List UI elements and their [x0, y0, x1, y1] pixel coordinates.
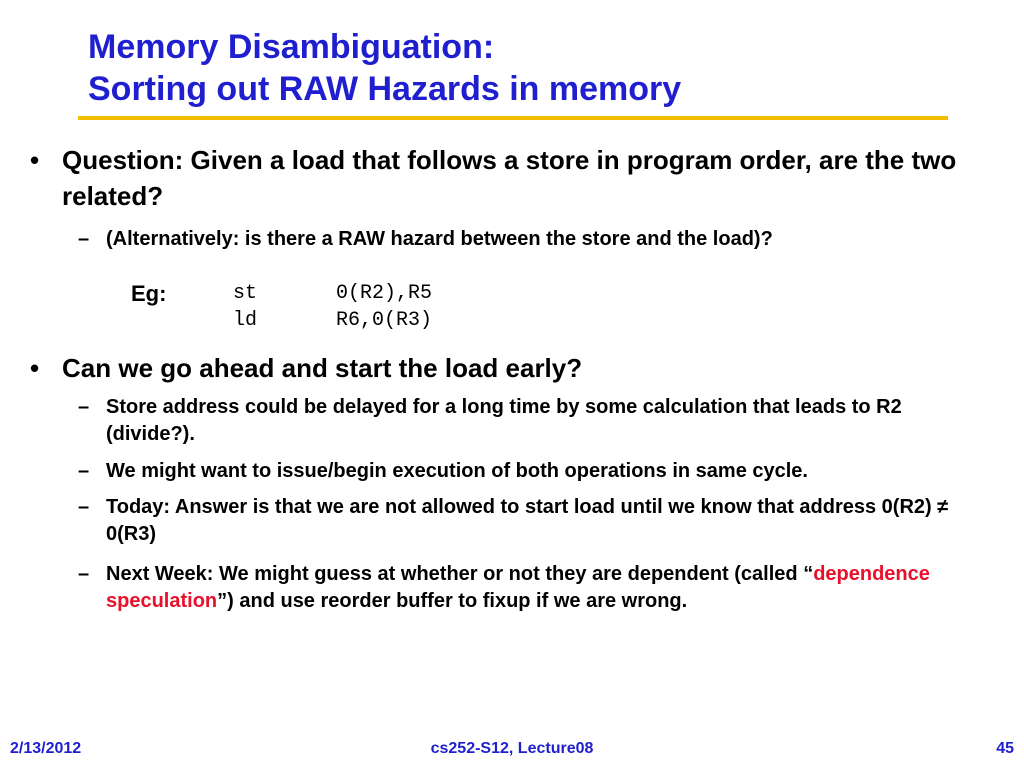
- code-line-1-op: st: [233, 282, 258, 305]
- sub-bullet-text: We might want to issue/begin execution of both operations in same cycle.: [106, 460, 808, 482]
- sub-bullet-marker: –: [78, 396, 90, 418]
- sub-bullet-store-address: [78, 394, 996, 448]
- slide-title: [88, 26, 681, 110]
- bullet-marker: •: [30, 145, 40, 175]
- code-line-2-op: ld: [233, 309, 258, 332]
- bullet-start-load-early: [30, 350, 962, 386]
- bullet-text: Can we go ahead and start the load early?: [62, 353, 583, 383]
- dependence-speculation-highlight: dependence speculation: [106, 563, 930, 612]
- sub-bullet-same-cycle: [78, 458, 1006, 485]
- code-line-1-args: 0(R2),R5: [336, 282, 433, 305]
- sub-bullet-text: Store address could be delayed for a long time by some calculation that leads to R2 (divide?).: [106, 396, 902, 445]
- sub-bullet-next-week: [78, 561, 996, 615]
- sub-bullet-text: (Alternatively: is there a RAW hazard between the store and the load)?: [106, 228, 773, 250]
- footer-date: 2/13/2012: [10, 740, 82, 757]
- sub-bullet-today: [78, 494, 996, 548]
- sub-bullet-marker: –: [78, 460, 90, 482]
- sub-bullet-marker: –: [78, 496, 90, 518]
- bullet-marker: •: [30, 353, 40, 383]
- sub-bullet-marker: –: [78, 563, 90, 585]
- sub-bullet-marker: –: [78, 228, 90, 250]
- sub-bullet-alternatively: [78, 226, 986, 253]
- bullet-question: [30, 142, 962, 214]
- footer-course: cs252-S12, Lecture08: [430, 740, 594, 757]
- example-label: Eg:: [131, 281, 167, 306]
- title-underline: [78, 116, 948, 120]
- title-line-2: Sorting out RAW Hazards in memory: [88, 70, 682, 108]
- sub-bullet-text-before: Next Week: We might guess at whether or not they are dependent (called “: [106, 563, 814, 585]
- sub-bullet-text: Today: Answer is that we are not allowed to start load until we know that address 0(R2) ≠ 0(R3): [106, 496, 949, 545]
- bullet-text: Question: Given a load that follows a store in program order, are the two related?: [62, 145, 957, 211]
- sub-bullet-text-after: ”) and use reorder buffer to fixup if we are wrong.: [217, 590, 688, 612]
- title-line-1: Memory Disambiguation:: [88, 28, 495, 66]
- code-line-2-args: R6,0(R3): [336, 309, 433, 332]
- footer-page-number: 45: [996, 740, 1014, 757]
